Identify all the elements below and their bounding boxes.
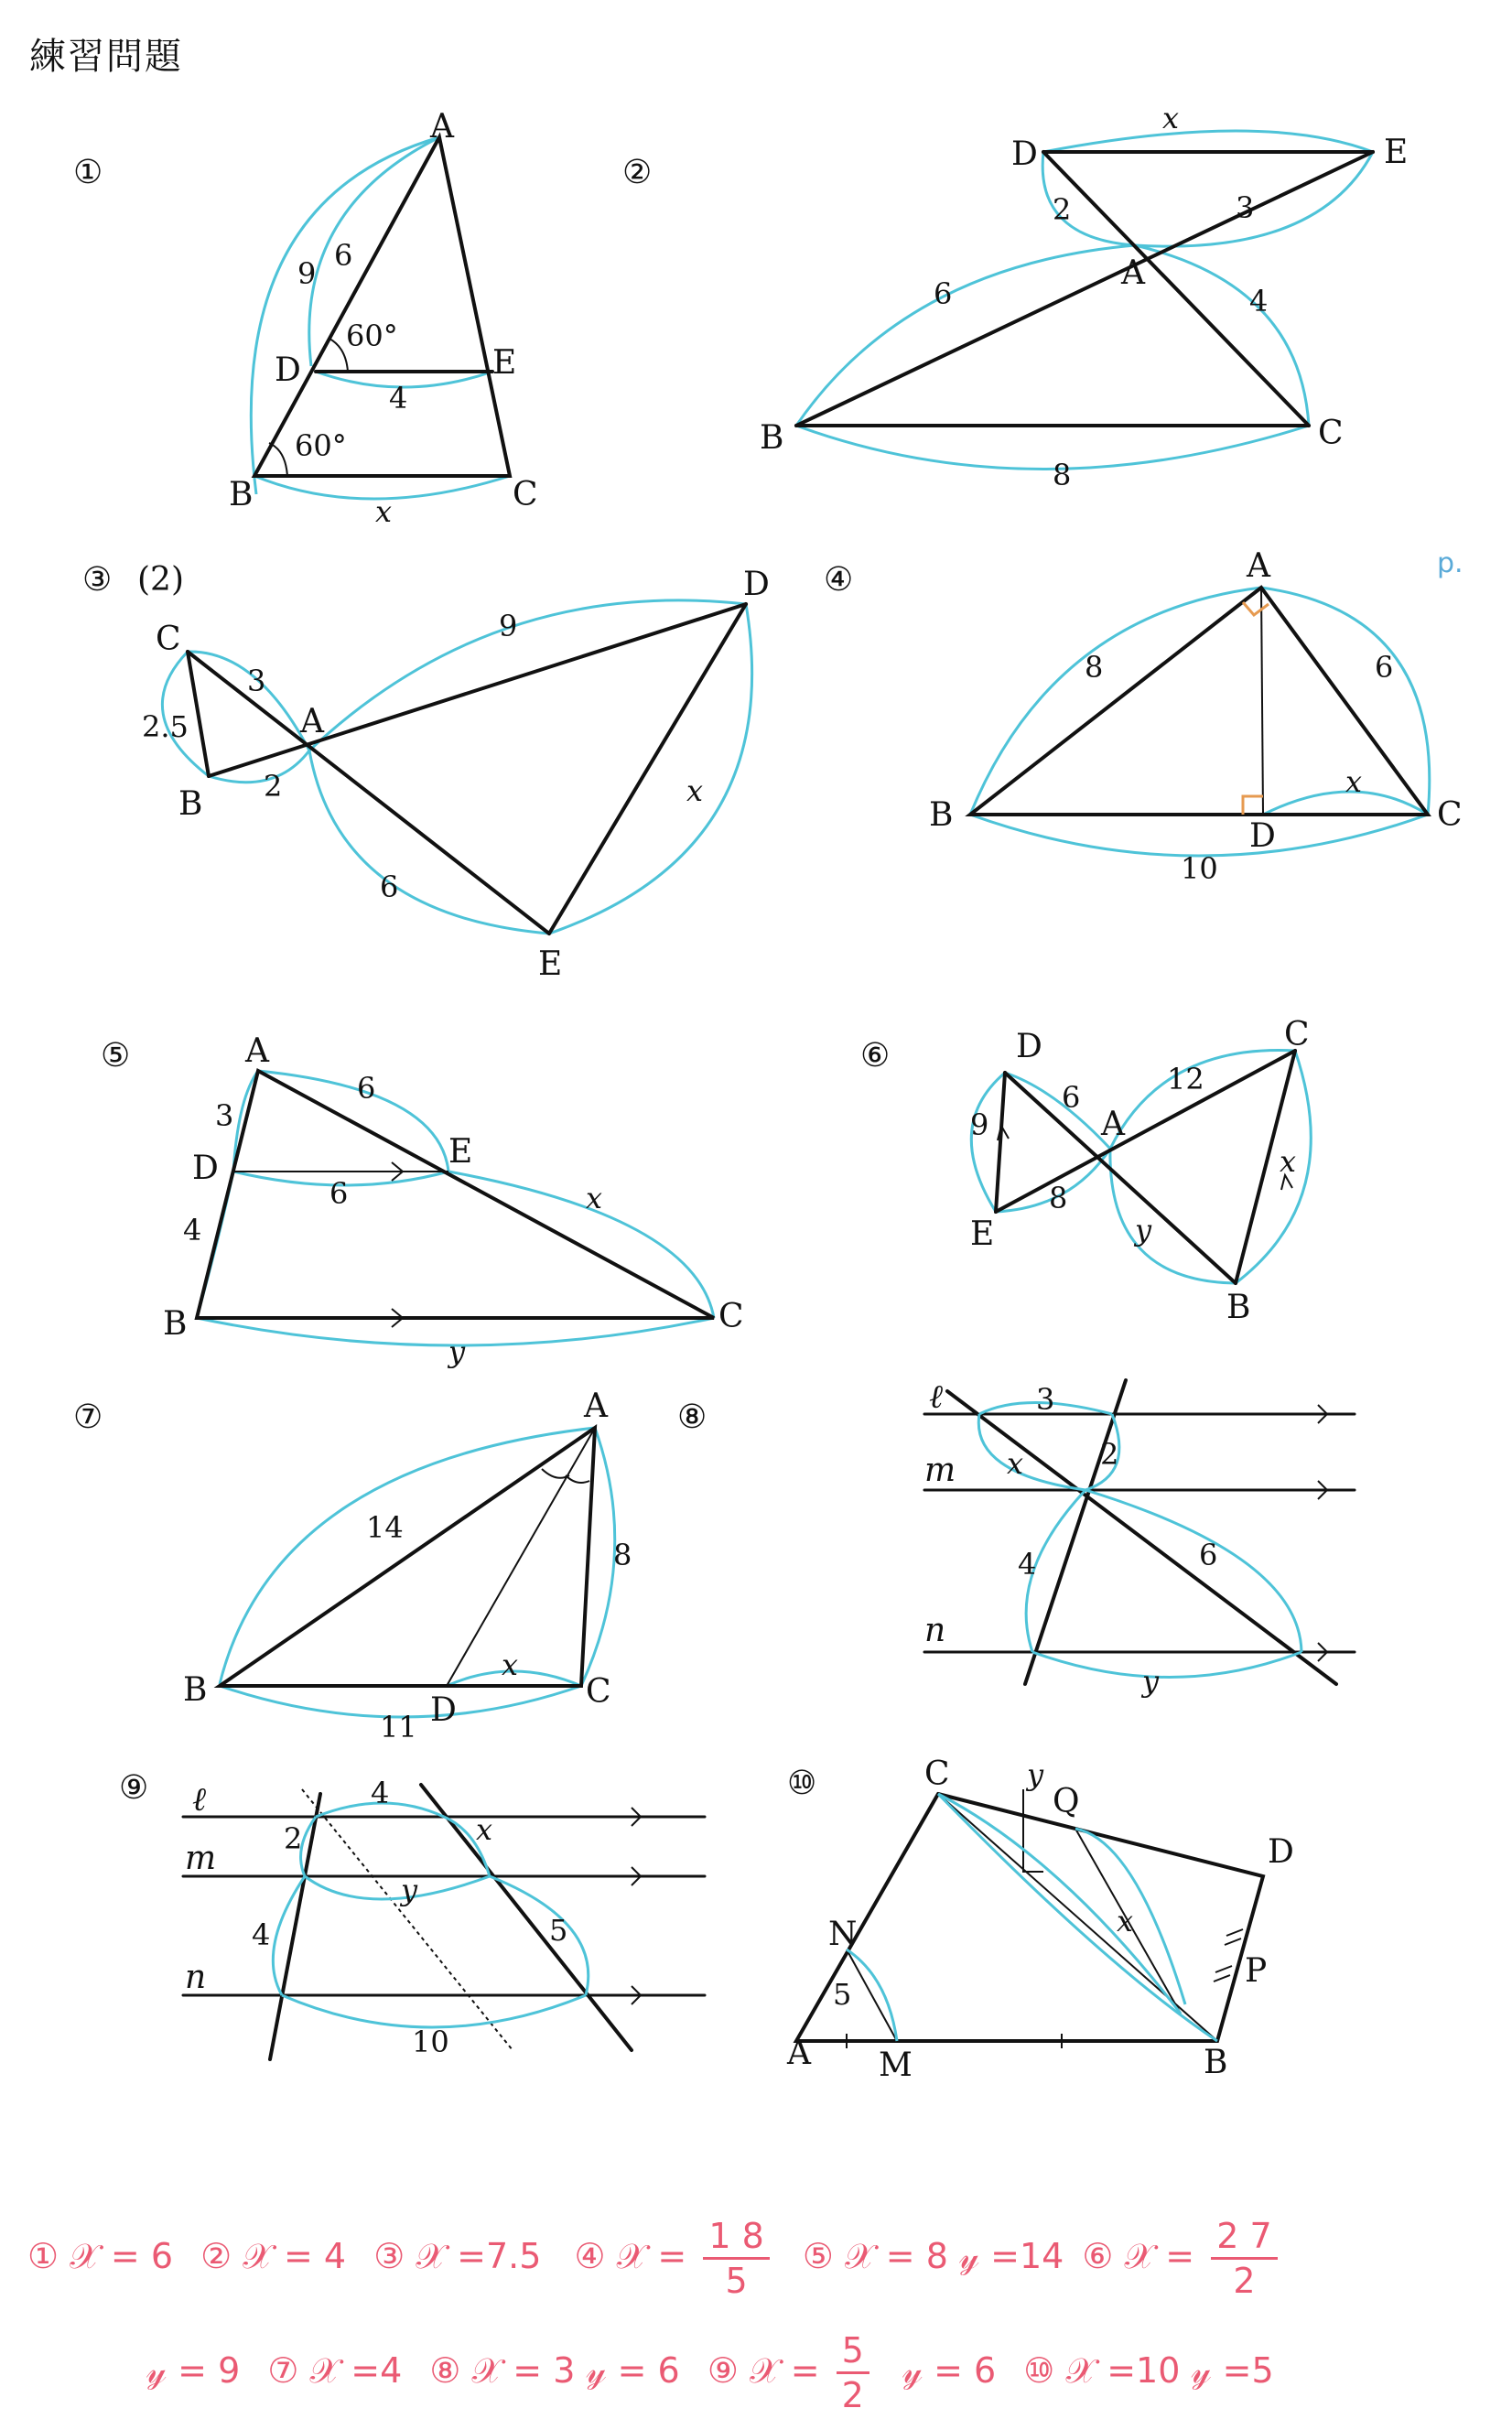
p1-label-e: E [492,344,517,382]
answers-row-2 [146,2329,1274,2416]
p9-label-n: n [185,1959,207,1996]
p2-label-b: B [760,419,784,457]
p6-label-d: D [1016,1028,1042,1065]
answer-6-fraction [1211,2215,1277,2302]
p6-label-c: C [1284,1016,1310,1053]
problem-10-number: ⑩ [787,1765,817,1802]
p3-label-a: A [300,703,324,740]
p10-label-n: N [828,1916,858,1953]
answer-4-numerator: 1 8 [703,2215,769,2260]
p7-value-ac: 8 [613,1538,632,1572]
p6-label-a: A [1101,1106,1125,1143]
p5-label-a: A [245,1032,269,1070]
answer-9-fraction [837,2329,869,2416]
problem-8-number: ⑧ [677,1398,707,1436]
p8-value-d: 6 [1199,1538,1218,1572]
p4-value-bc: 10 [1181,851,1218,886]
p8-value-top: 3 [1036,1382,1055,1417]
p2-value-ab: 6 [934,276,953,311]
answer-8: ⑧ 𝒳 = 3 𝓎 = 6 [429,2350,680,2391]
p2-value-bc: 8 [1053,458,1072,492]
problem-1-figure [55,110,567,540]
p7-label-b: B [183,1671,208,1709]
p5-label-d: D [192,1150,219,1187]
answer-2: ② 𝒳 = 4 [200,2236,347,2276]
p1-label-d: D [275,351,301,389]
p1-label-a: A [430,108,454,146]
answer-9-prefix: ⑨ 𝒳 = [707,2350,820,2391]
problem-2-number: ② [622,154,653,191]
answer-9-y: 𝓎 = 6 [902,2350,997,2391]
p1-value-angle-top: 60° [346,319,398,353]
p1-value-ad: 6 [334,238,353,273]
p1-value-de: 4 [389,381,408,416]
p6-value-de: 9 [970,1107,989,1142]
p9-label-l: ℓ [192,1781,206,1819]
answer-4-fraction [703,2215,769,2302]
p3-value-ad: 9 [499,609,518,643]
p9-value-d: 5 [549,1913,568,1948]
p5-label-b: B [163,1305,188,1343]
p10-label-a: A [787,2035,811,2072]
p8-label-l: ℓ [929,1378,943,1416]
p4-value-ac: 6 [1375,650,1394,685]
p5-value-bc: y [448,1334,466,1369]
problem-1-number: ① [73,154,103,191]
p2-value-de: x [1162,101,1180,135]
p4-label-c: C [1437,796,1463,834]
problem-10-figure [787,1748,1355,2096]
p9-value-bottom: 10 [412,2025,449,2059]
p5-value-db: 4 [183,1213,202,1247]
problem-5-number: ⑤ [101,1037,131,1075]
answer-6-prefix: ⑥ 𝒳 = [1082,2236,1195,2276]
problem-5-figure [55,1025,787,1391]
p2-label-c: C [1318,415,1344,452]
p3-sub-label: (2) [137,561,184,599]
p1-value-angle-bottom: 60° [295,428,347,463]
answer-5: ⑤ 𝒳 = 8 𝓎 =14 [802,2236,1064,2276]
p9-value-b: 4 [252,1917,271,1952]
p10-value-qp: y [1027,1757,1044,1792]
p4-label-a: A [1247,547,1270,585]
p2-value-ac: 4 [1249,284,1269,319]
problem-4-figure [805,540,1501,906]
problem-8-figure [659,1373,1391,1712]
p4-value-ab: 8 [1085,650,1104,685]
p7-value-bc: 11 [380,1710,417,1744]
problem-6-figure [842,1016,1483,1345]
answer-4-denominator: 5 [725,2261,748,2301]
p2-label-d: D [1011,135,1038,173]
p2-value-da: 2 [1053,192,1072,227]
p5-value-de: 6 [329,1176,349,1211]
p10-label-m: M [879,2046,913,2084]
p10-label-q: Q [1053,1783,1080,1820]
p3-value-ca: 3 [247,664,266,698]
problem-2-figure [604,92,1428,513]
p3-value-cb: 2.5 [142,709,189,744]
p3-value-de: x [686,773,704,808]
p2-value-ae: 3 [1236,190,1255,225]
answer-3: ③ 𝒳 =7.5 [373,2236,542,2276]
p8-value-bottom: y [1142,1664,1160,1699]
p5-value-ae: 6 [357,1071,376,1106]
p6-label-e: E [970,1215,995,1253]
p10-label-d: D [1268,1833,1294,1871]
p3-label-e: E [538,945,563,983]
problem-4-number: ④ [824,561,854,599]
p3-value-ae: 6 [380,869,399,904]
p8-label-n: n [924,1612,946,1649]
p3-label-c: C [156,621,181,658]
p3-label-d: D [743,566,770,603]
p2-label-e: E [1384,134,1409,171]
problem-7-number: ⑦ [73,1398,103,1436]
p1-label-c: C [513,476,538,513]
p6-value-da: 6 [1062,1080,1081,1115]
p9-value-mid: y [401,1873,418,1907]
answer-6-denominator: 2 [1233,2261,1256,2301]
p6-value-ea: 8 [1049,1181,1068,1215]
p2-label-a: A [1121,254,1145,292]
p10-value-cb: x [1117,1904,1134,1938]
problem-3-number: ③ [82,561,113,599]
p7-label-a: A [584,1388,608,1425]
answer-9-numerator: 5 [837,2329,869,2374]
p3-label-b: B [178,785,203,823]
p1-value-ab: 9 [297,256,317,291]
p4-note: p. [1437,547,1463,579]
p5-label-e: E [448,1133,473,1171]
p4-label-b: B [929,796,954,834]
p6-value-cb: x [1280,1144,1297,1179]
p5-value-ad: 3 [215,1098,234,1133]
p9-value-top: 4 [371,1776,390,1810]
p8-label-m: m [924,1452,956,1489]
p6-value-ac: 12 [1167,1062,1204,1096]
p8-value-b: x [1007,1446,1024,1481]
answer-7: ⑦ 𝒳 =4 [267,2350,403,2391]
p9-label-m: m [185,1840,217,1877]
p5-value-ec: x [586,1181,603,1215]
p7-value-dc: x [502,1647,519,1682]
problem-6-number: ⑥ [860,1037,891,1075]
answers-row-1 [27,2215,1283,2302]
answer-1: ① 𝒳 = 6 [27,2236,174,2276]
page-title: 練習問題 [29,36,183,78]
problem-3-figure [55,549,805,988]
answer-10: ⑩ 𝒳 =10 𝓎 =5 [1023,2350,1274,2391]
p9-value-a: 2 [284,1821,303,1856]
p1-value-bc: x [375,494,393,529]
p1-label-b: B [229,476,254,513]
problem-9-number: ⑨ [119,1769,149,1807]
p7-label-c: C [586,1673,611,1711]
answer-9-denominator: 2 [841,2375,864,2415]
p10-label-c: C [924,1755,950,1793]
p8-value-a: 2 [1100,1437,1119,1472]
problem-9-figure [110,1757,751,2068]
answer-6-y: 𝓎 = 9 [146,2350,241,2391]
p5-label-c: C [718,1298,744,1335]
p8-value-c: 4 [1018,1547,1037,1582]
answer-4-prefix: ④ 𝒳 = [574,2236,687,2276]
p4-value-dc: x [1345,764,1363,799]
p10-label-p: P [1245,1952,1268,1990]
p6-value-ab: y [1135,1213,1152,1247]
p3-value-ba: 2 [264,769,283,804]
p7-value-ab: 14 [366,1510,404,1545]
p10-value-nm: 5 [833,1977,852,2012]
problem-7-figure [55,1388,659,1757]
p9-value-c: x [476,1812,493,1847]
p7-label-d: D [430,1691,457,1729]
p4-label-d: D [1249,817,1276,855]
answer-6-numerator: 2 7 [1211,2215,1277,2260]
p6-label-b: B [1226,1289,1251,1326]
p10-label-b: B [1204,2044,1228,2081]
